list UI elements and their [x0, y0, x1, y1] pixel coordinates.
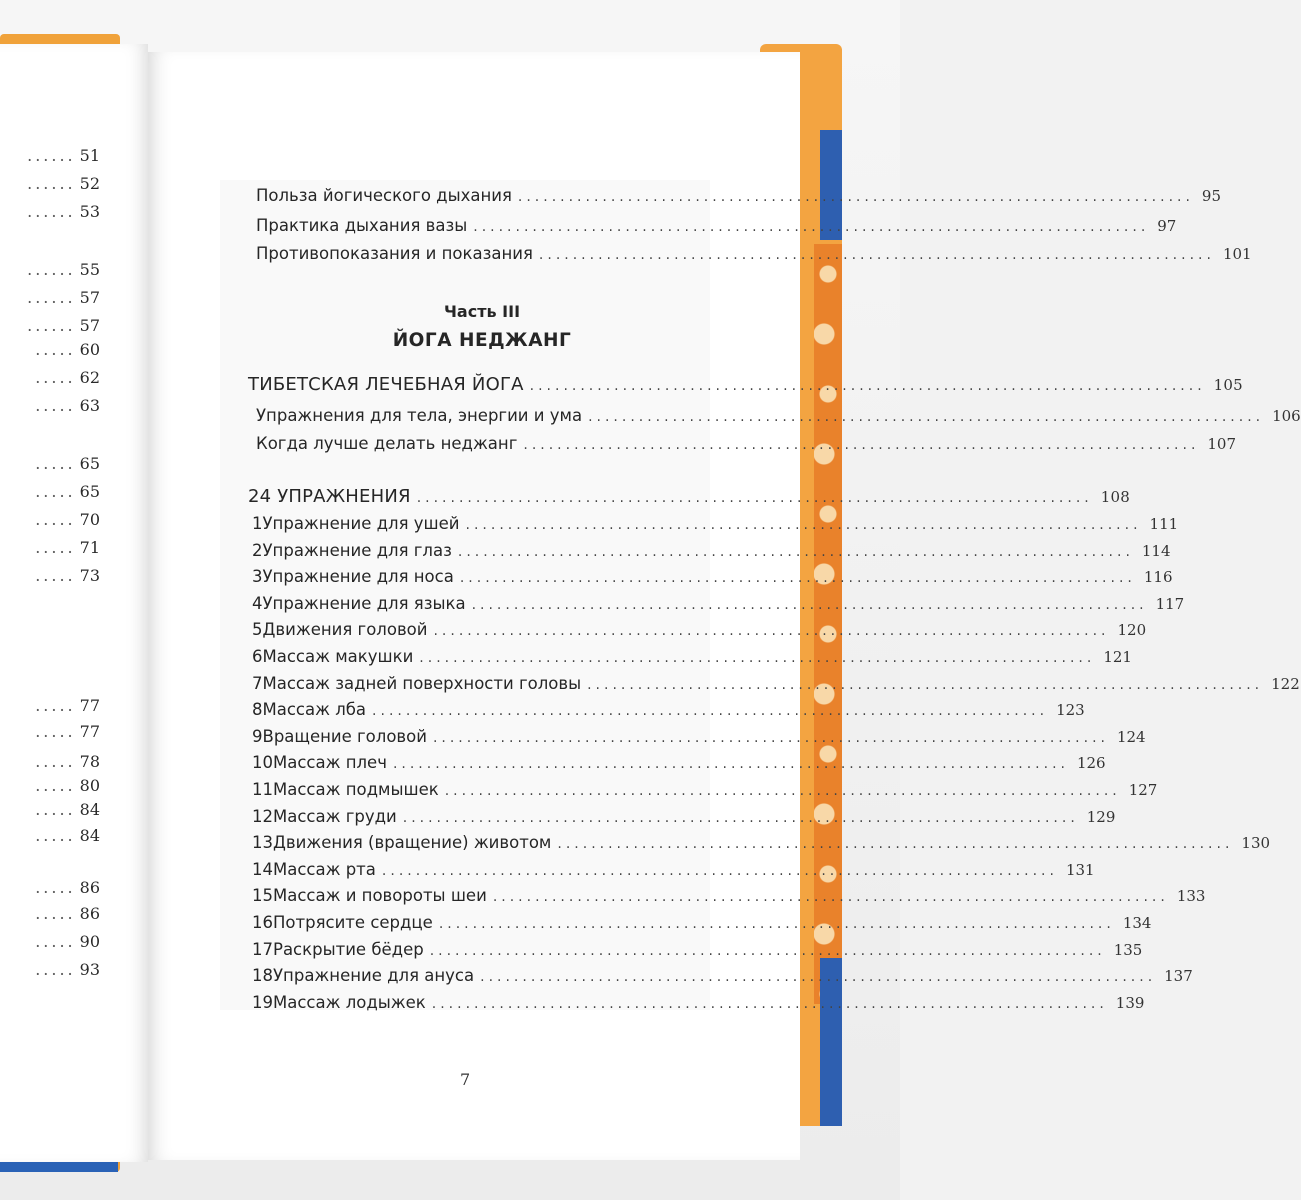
- left-toc-entry-page: 73: [79, 566, 100, 585]
- toc-entry-page: 107: [1207, 435, 1237, 453]
- toc-entry-title: Упражнения для тела, энергии и ума: [256, 406, 583, 425]
- left-toc-entry-page: 55: [79, 260, 100, 279]
- leader-dots: ................................................................................: [392, 756, 1069, 772]
- leader-dots: .....: [35, 960, 76, 979]
- exercise-title: Упражнение для языка: [262, 594, 466, 613]
- exercise-title: Массаж лба: [262, 700, 367, 719]
- left-toc-entry[interactable]: [0, 396, 100, 415]
- left-toc-entry-page: 84: [79, 826, 100, 845]
- toc-entry-page: 101: [1222, 245, 1252, 263]
- leader-dots: ......: [27, 174, 76, 193]
- left-toc-entry[interactable]: [0, 722, 100, 741]
- leader-dots: .....: [35, 538, 76, 557]
- left-toc-entry-page: 65: [79, 482, 100, 501]
- exercise-number: 16: [252, 913, 273, 932]
- exercise-title: Упражнение для глаз: [262, 541, 452, 560]
- leader-dots: .....: [35, 904, 76, 923]
- left-toc-entry[interactable]: [0, 566, 100, 585]
- left-toc-entry-page: 90: [79, 932, 100, 951]
- left-toc-entry-page: 78: [79, 752, 100, 771]
- exercise-title: Массаж макушки: [262, 647, 414, 666]
- leader-dots: ................................................................................: [432, 730, 1109, 746]
- leader-dots: ................................................................................: [457, 544, 1134, 560]
- exercise-entry[interactable]: [248, 514, 1179, 533]
- exercise-title: Массаж подмышек: [273, 780, 439, 799]
- exercise-number: 7: [252, 674, 263, 693]
- leader-dots: ................................................................................: [480, 969, 1157, 985]
- leader-dots: ................................................................................: [381, 863, 1058, 879]
- leader-dots: ................................................................................: [372, 703, 1049, 719]
- leader-dots: .....: [35, 776, 76, 795]
- exercise-title: Упражнение для носа: [262, 567, 454, 586]
- toc-entry-title: Когда лучше делать неджанг: [256, 434, 518, 453]
- toc-entry[interactable]: [248, 406, 1301, 425]
- exercise-page: 130: [1241, 834, 1271, 852]
- leader-dots: .....: [35, 932, 76, 951]
- exercise-page: 124: [1116, 728, 1146, 746]
- exercise-number: 4: [252, 594, 263, 613]
- exercise-page: 129: [1086, 808, 1116, 826]
- exercise-entry[interactable]: [248, 966, 1193, 985]
- exercise-entry[interactable]: [248, 860, 1095, 879]
- leader-dots: ................................................................................: [419, 650, 1096, 666]
- exercise-page: 114: [1141, 542, 1171, 560]
- exercise-entry[interactable]: [248, 993, 1145, 1012]
- leader-dots: ................................................................................: [438, 916, 1115, 932]
- leader-dots: .....: [35, 396, 76, 415]
- leader-dots: .....: [35, 454, 76, 473]
- left-toc-entry[interactable]: [0, 340, 100, 359]
- leader-dots: ................................................................................: [433, 623, 1110, 639]
- exercise-page: 133: [1176, 887, 1206, 905]
- exercise-page: 117: [1155, 595, 1185, 613]
- leader-dots: ......: [27, 316, 76, 335]
- toc-entry-page: 97: [1157, 217, 1177, 235]
- exercise-entry[interactable]: [248, 807, 1116, 826]
- exercise-number: 14: [252, 860, 273, 879]
- left-toc-entry-page: 57: [79, 288, 100, 307]
- leader-dots: .....: [35, 510, 76, 529]
- exercise-page: 134: [1122, 914, 1152, 932]
- left-toc-entry[interactable]: [0, 202, 100, 221]
- exercise-page: 131: [1065, 861, 1095, 879]
- exercise-entry[interactable]: [248, 541, 1171, 560]
- left-toc-entry[interactable]: [0, 960, 100, 979]
- exercise-entry[interactable]: [248, 674, 1300, 693]
- toc-entry-title: Противопоказания и показания: [256, 244, 533, 263]
- left-toc-entry[interactable]: [0, 146, 100, 165]
- exercise-title: Массаж рта: [273, 860, 376, 879]
- exercise-page: 139: [1115, 994, 1145, 1012]
- leader-dots: ......: [27, 202, 76, 221]
- exercise-entry[interactable]: [248, 780, 1158, 799]
- toc-entry[interactable]: [248, 434, 1237, 453]
- leader-dots: ................................................................................: [465, 517, 1142, 533]
- leader-dots: ................................................................................: [517, 189, 1194, 205]
- exercise-title: Упражнение для ануса: [273, 966, 475, 985]
- leader-dots: ................................................................................: [538, 247, 1215, 263]
- left-toc-entry-page: 84: [79, 800, 100, 819]
- exercise-entry[interactable]: [248, 753, 1106, 772]
- leader-dots: .....: [35, 826, 76, 845]
- left-toc-entry-page: 93: [79, 960, 100, 979]
- left-toc-entry-page: 65: [79, 454, 100, 473]
- exercise-number: 1: [252, 514, 263, 533]
- exercise-number: 17: [252, 940, 273, 959]
- exercise-entry[interactable]: [248, 940, 1143, 959]
- left-toc-entry-page: 80: [79, 776, 100, 795]
- exercise-page: 111: [1149, 515, 1179, 533]
- toc-entry[interactable]: [248, 186, 1222, 205]
- left-toc-entry[interactable]: [0, 826, 100, 845]
- exercise-number: 15: [252, 886, 273, 905]
- leader-dots: ......: [27, 260, 76, 279]
- exercise-page: 127: [1128, 781, 1158, 799]
- toc-entry-page: 106: [1272, 407, 1301, 425]
- exercise-title: Потрясите сердце: [273, 913, 433, 932]
- section-heading-title: 24 УПРАЖНЕНИЯ: [248, 486, 411, 507]
- exercise-page: 137: [1164, 967, 1193, 985]
- left-toc-entry-page: 57: [79, 316, 100, 335]
- exercise-entry[interactable]: [248, 594, 1185, 613]
- exercise-page: 135: [1113, 941, 1143, 959]
- exercise-page: 121: [1103, 648, 1132, 666]
- exercise-entry[interactable]: [248, 700, 1085, 719]
- exercise-page: 126: [1076, 754, 1106, 772]
- leader-dots: ......: [27, 288, 76, 307]
- exercise-number: 13: [252, 833, 273, 852]
- exercise-page: 123: [1056, 701, 1085, 719]
- leader-dots: ................................................................................: [429, 943, 1106, 959]
- left-toc-entry[interactable]: [0, 878, 100, 897]
- toc-entry-title: Практика дыхания вазы: [256, 216, 468, 235]
- left-toc-entry[interactable]: [0, 904, 100, 923]
- exercise-number: 9: [252, 727, 263, 746]
- exercise-number: 5: [252, 620, 263, 639]
- section-heading-title: ТИБЕТСКАЯ ЛЕЧЕБНАЯ ЙОГА: [248, 374, 524, 395]
- leader-dots: .....: [35, 752, 76, 771]
- exercise-number: 11: [252, 780, 273, 799]
- part-title: ЙОГА НЕДЖАНГ: [392, 330, 572, 351]
- left-toc-entry[interactable]: [0, 800, 100, 819]
- leader-dots: ................................................................................: [557, 836, 1234, 852]
- leader-dots: ................................................................................: [529, 378, 1206, 394]
- exercise-number: 8: [252, 700, 263, 719]
- left-toc-entry[interactable]: [0, 316, 100, 335]
- exercise-page: 122: [1271, 675, 1300, 693]
- left-toc-entry[interactable]: [0, 932, 100, 951]
- section-heading-page: 105: [1213, 376, 1243, 394]
- left-toc-entry-page: 71: [79, 538, 100, 557]
- left-toc-entry-page: 77: [79, 722, 100, 741]
- exercise-title: Упражнение для ушей: [262, 514, 460, 533]
- section-heading[interactable]: [248, 486, 1130, 507]
- leader-dots: .....: [35, 566, 76, 585]
- left-toc-entry[interactable]: [0, 288, 100, 307]
- left-toc-entry[interactable]: [0, 752, 100, 771]
- left-toc-entry-page: 86: [79, 904, 100, 923]
- left-toc-entry-page: 62: [79, 368, 100, 387]
- page-number: 7: [460, 1070, 471, 1089]
- leader-dots: ................................................................................: [588, 409, 1265, 425]
- leader-dots: ................................................................................: [402, 810, 1079, 826]
- leader-dots: .....: [35, 800, 76, 819]
- exercise-number: 12: [252, 807, 273, 826]
- exercise-title: Массаж плеч: [273, 753, 387, 772]
- exercise-title: Массаж лодыжек: [273, 993, 426, 1012]
- exercise-entry[interactable]: [248, 913, 1152, 932]
- section-heading[interactable]: [248, 374, 1243, 395]
- exercise-title: Массаж груди: [273, 807, 397, 826]
- left-page: [0, 44, 148, 1162]
- part-label: Часть III: [443, 302, 521, 321]
- exercise-number: 18: [252, 966, 273, 985]
- left-toc-entry-page: 63: [79, 396, 100, 415]
- left-toc-entry[interactable]: [0, 368, 100, 387]
- exercise-entry[interactable]: [248, 727, 1146, 746]
- left-toc-entry-page: 70: [79, 510, 100, 529]
- exercise-entry[interactable]: [248, 647, 1132, 666]
- left-toc-entry[interactable]: [0, 174, 100, 193]
- leader-dots: ................................................................................: [459, 570, 1136, 586]
- toc-entry-title: Польза йогического дыхания: [256, 186, 512, 205]
- exercise-page: 116: [1143, 568, 1173, 586]
- exercise-title: Движения (вращение) животом: [273, 833, 552, 852]
- left-toc-entry-page: 51: [79, 146, 100, 165]
- exercise-number: 19: [252, 993, 273, 1012]
- exercise-number: 2: [252, 541, 263, 560]
- exercise-title: Раскрытие бёдер: [273, 940, 424, 959]
- exercise-entry[interactable]: [248, 886, 1206, 905]
- leader-dots: ................................................................................: [492, 889, 1169, 905]
- exercise-entry[interactable]: [248, 567, 1173, 586]
- leader-dots: .....: [35, 696, 76, 715]
- leader-dots: ......: [27, 146, 76, 165]
- left-toc-entry[interactable]: [0, 538, 100, 557]
- exercise-page: 120: [1117, 621, 1147, 639]
- left-toc-entry[interactable]: [0, 260, 100, 279]
- toc-entry[interactable]: [248, 216, 1177, 235]
- leader-dots: ................................................................................: [431, 996, 1108, 1012]
- exercise-number: 3: [252, 567, 263, 586]
- left-toc-entry[interactable]: [0, 510, 100, 529]
- left-toc-entry-page: 60: [79, 340, 100, 359]
- exercise-entry[interactable]: [248, 833, 1271, 852]
- section-heading-page: 108: [1100, 488, 1130, 506]
- leader-dots: ................................................................................: [444, 783, 1121, 799]
- exercise-title: Массаж и повороты шеи: [273, 886, 487, 905]
- exercise-title: Движения головой: [262, 620, 428, 639]
- left-toc-entry[interactable]: [0, 482, 100, 501]
- leader-dots: ................................................................................: [473, 219, 1150, 235]
- leader-dots: ................................................................................: [471, 597, 1148, 613]
- leader-dots: .....: [35, 482, 76, 501]
- leader-dots: .....: [35, 722, 76, 741]
- left-toc-entry-page: 52: [79, 174, 100, 193]
- leader-dots: .....: [35, 368, 76, 387]
- leader-dots: ................................................................................: [587, 677, 1264, 693]
- left-toc-entry-page: 53: [79, 202, 100, 221]
- left-toc-entry-page: 86: [79, 878, 100, 897]
- left-toc-entry[interactable]: [0, 776, 100, 795]
- left-toc-entry-page: 77: [79, 696, 100, 715]
- exercise-title: Вращение головой: [262, 727, 427, 746]
- leader-dots: .....: [35, 878, 76, 897]
- exercise-title: Массаж задней поверхности головы: [262, 674, 582, 693]
- left-toc-entry[interactable]: [0, 454, 100, 473]
- exercise-number: 6: [252, 647, 263, 666]
- exercise-entry[interactable]: [248, 620, 1147, 639]
- exercise-number: 10: [252, 753, 273, 772]
- leader-dots: .....: [35, 340, 76, 359]
- toc-entry[interactable]: [248, 244, 1252, 263]
- left-toc-entry[interactable]: [0, 696, 100, 715]
- leader-dots: ................................................................................: [416, 490, 1093, 506]
- leader-dots: ................................................................................: [523, 437, 1200, 453]
- toc-entry-page: 95: [1201, 187, 1222, 205]
